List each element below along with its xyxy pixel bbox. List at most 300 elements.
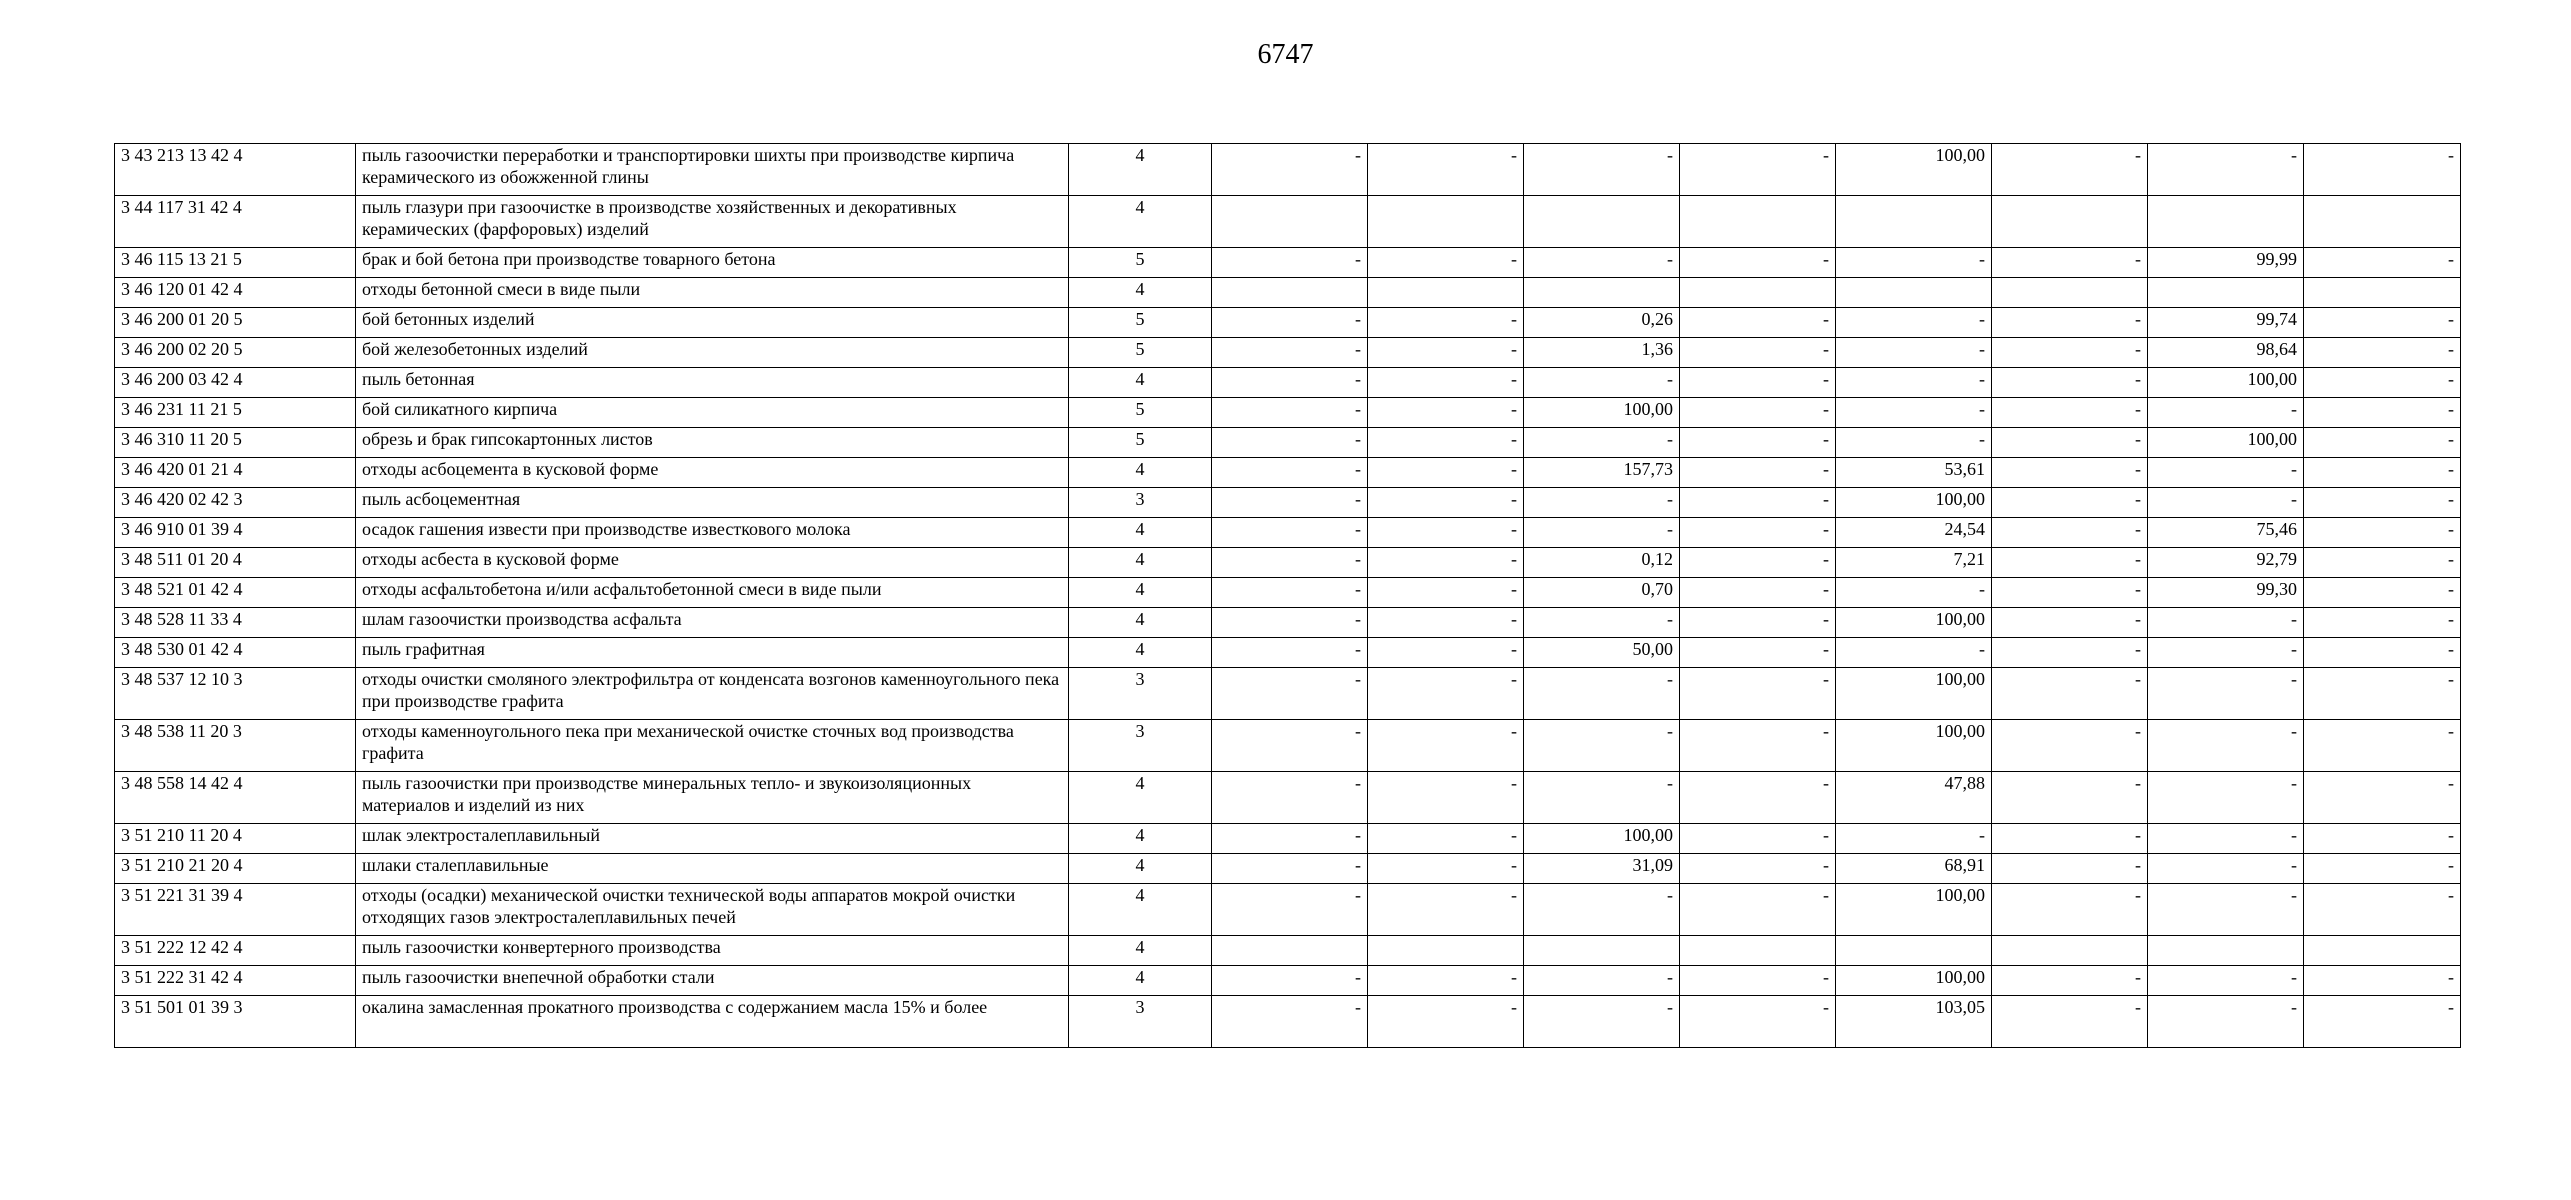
hazard-class-cell: 5 (1069, 398, 1212, 428)
waste-code-cell: 3 51 501 01 39 3 (115, 996, 356, 1048)
value-cell: - (1212, 578, 1368, 608)
value-cell: 100,00 (1524, 824, 1680, 854)
value-cell: - (2304, 248, 2461, 278)
value-cell: - (1524, 518, 1680, 548)
value-cell: - (1368, 720, 1524, 772)
value-cell (1680, 936, 1836, 966)
hazard-class-cell: 4 (1069, 966, 1212, 996)
value-cell: 100,00 (1524, 398, 1680, 428)
value-cell: - (1992, 488, 2148, 518)
value-cell: - (1992, 854, 2148, 884)
table-row (115, 428, 2461, 458)
waste-code-cell: 3 51 210 11 20 4 (115, 824, 356, 854)
hazard-class-cell: 4 (1069, 824, 1212, 854)
value-cell: - (1992, 308, 2148, 338)
value-cell (1836, 196, 1992, 248)
value-cell: 1,36 (1524, 338, 1680, 368)
value-cell: 100,00 (1836, 884, 1992, 936)
value-cell: - (2148, 144, 2304, 196)
value-cell: - (1212, 338, 1368, 368)
value-cell: - (2304, 428, 2461, 458)
value-cell: 100,00 (1836, 966, 1992, 996)
waste-name-cell: пыль газоочистки при производстве минеральных тепло- и звукоизоляционных материалов и изделий из них (356, 772, 1069, 824)
value-cell: - (1212, 668, 1368, 720)
value-cell: - (2304, 308, 2461, 338)
value-cell: 99,30 (2148, 578, 2304, 608)
value-cell: - (2304, 578, 2461, 608)
value-cell: - (1680, 398, 1836, 428)
waste-name-cell: отходы асфальтобетона и/или асфальтобетонной смеси в виде пыли (356, 578, 1069, 608)
value-cell: 100,00 (1836, 488, 1992, 518)
waste-code-cell: 3 48 537 12 10 3 (115, 668, 356, 720)
value-cell: - (1368, 488, 1524, 518)
value-cell: - (1368, 548, 1524, 578)
table-row (115, 638, 2461, 668)
value-cell: - (1368, 638, 1524, 668)
waste-name-cell: пыль глазури при газоочистке в производстве хозяйственных и декоративных керамических (фарфоровых) изделий (356, 196, 1069, 248)
table-row (115, 548, 2461, 578)
value-cell: - (1992, 248, 2148, 278)
page-number: 6747 (1257, 39, 1314, 70)
waste-code-cell: 3 46 200 03 42 4 (115, 368, 356, 398)
value-cell: - (1212, 308, 1368, 338)
hazard-class-cell: 4 (1069, 936, 1212, 966)
waste-code-cell: 3 48 528 11 33 4 (115, 608, 356, 638)
value-cell: - (2304, 854, 2461, 884)
waste-name-cell: шлаки сталеплавильные (356, 854, 1069, 884)
hazard-class-cell: 4 (1069, 854, 1212, 884)
value-cell: - (2304, 368, 2461, 398)
value-cell: - (1992, 824, 2148, 854)
value-cell: - (2304, 458, 2461, 488)
value-cell: - (1680, 668, 1836, 720)
value-cell: - (1680, 518, 1836, 548)
hazard-class-cell: 4 (1069, 578, 1212, 608)
value-cell (1524, 196, 1680, 248)
value-cell: - (1992, 428, 2148, 458)
value-cell: - (1212, 884, 1368, 936)
value-cell (1524, 278, 1680, 308)
waste-code-cell: 3 46 200 01 20 5 (115, 308, 356, 338)
waste-code-cell: 3 51 222 12 42 4 (115, 936, 356, 966)
value-cell: - (2148, 772, 2304, 824)
value-cell: - (1212, 854, 1368, 884)
value-cell: - (1680, 248, 1836, 278)
value-cell: - (1212, 548, 1368, 578)
value-cell: - (1212, 638, 1368, 668)
value-cell: 98,64 (2148, 338, 2304, 368)
value-cell: - (2304, 518, 2461, 548)
waste-code-cell: 3 51 222 31 42 4 (115, 966, 356, 996)
value-cell (2304, 936, 2461, 966)
waste-code-cell: 3 46 420 02 42 3 (115, 488, 356, 518)
value-cell: - (1368, 854, 1524, 884)
value-cell: - (1524, 720, 1680, 772)
value-cell: - (1992, 548, 2148, 578)
value-cell: - (1212, 772, 1368, 824)
value-cell: - (1836, 248, 1992, 278)
value-cell: - (2304, 638, 2461, 668)
value-cell: - (2148, 824, 2304, 854)
value-cell: - (1212, 518, 1368, 548)
value-cell: - (2148, 966, 2304, 996)
table-row (115, 608, 2461, 638)
table-row (115, 854, 2461, 884)
value-cell: - (1992, 144, 2148, 196)
value-cell (1836, 278, 1992, 308)
value-cell: - (1368, 518, 1524, 548)
waste-code-cell: 3 46 310 11 20 5 (115, 428, 356, 458)
table-row (115, 772, 2461, 824)
value-cell: 100,00 (1836, 144, 1992, 196)
hazard-class-cell: 4 (1069, 458, 1212, 488)
value-cell: - (1836, 308, 1992, 338)
value-cell: - (1992, 578, 2148, 608)
value-cell: - (2304, 720, 2461, 772)
value-cell (1368, 196, 1524, 248)
value-cell: 75,46 (2148, 518, 2304, 548)
value-cell: - (1368, 884, 1524, 936)
table-row (115, 308, 2461, 338)
value-cell: - (2148, 668, 2304, 720)
value-cell (1992, 936, 2148, 966)
value-cell (1992, 196, 2148, 248)
value-cell: - (1368, 966, 1524, 996)
value-cell (1212, 196, 1368, 248)
value-cell: - (1680, 720, 1836, 772)
value-cell (1212, 278, 1368, 308)
value-cell: - (2304, 338, 2461, 368)
value-cell: - (2304, 996, 2461, 1048)
value-cell: - (1368, 248, 1524, 278)
hazard-class-cell: 4 (1069, 368, 1212, 398)
value-cell: - (2304, 966, 2461, 996)
value-cell (1836, 936, 1992, 966)
hazard-class-cell: 4 (1069, 548, 1212, 578)
hazard-class-cell: 3 (1069, 996, 1212, 1048)
value-cell: - (1680, 488, 1836, 518)
value-cell (1680, 196, 1836, 248)
value-cell: 100,00 (1836, 668, 1992, 720)
value-cell: - (1680, 638, 1836, 668)
value-cell: 0,26 (1524, 308, 1680, 338)
value-cell: - (1680, 578, 1836, 608)
table-row (115, 248, 2461, 278)
value-cell: - (1368, 608, 1524, 638)
waste-name-cell: отходы очистки смоляного электрофильтра от конденсата возгонов каменноугольного пека при производстве графита (356, 668, 1069, 720)
waste-name-cell: отходы (осадки) механической очистки технической воды аппаратов мокрой очистки отходящих газов электросталеплавильных печей (356, 884, 1069, 936)
value-cell: - (2148, 854, 2304, 884)
value-cell: - (1992, 608, 2148, 638)
waste-name-cell: пыль газоочистки внепечной обработки стали (356, 966, 1069, 996)
hazard-class-cell: 4 (1069, 518, 1212, 548)
waste-name-cell: брак и бой бетона при производстве товарного бетона (356, 248, 1069, 278)
value-cell: - (1212, 824, 1368, 854)
waste-code-cell: 3 48 558 14 42 4 (115, 772, 356, 824)
value-cell (1680, 278, 1836, 308)
value-cell: - (2148, 638, 2304, 668)
waste-code-cell: 3 46 420 01 21 4 (115, 458, 356, 488)
waste-code-cell: 3 51 221 31 39 4 (115, 884, 356, 936)
value-cell (2148, 278, 2304, 308)
value-cell: - (2304, 398, 2461, 428)
value-cell: - (1836, 338, 1992, 368)
value-cell: - (2148, 398, 2304, 428)
value-cell: - (1992, 518, 2148, 548)
value-cell: - (1992, 398, 2148, 428)
value-cell: - (1680, 428, 1836, 458)
value-cell: - (1212, 966, 1368, 996)
value-cell: - (1212, 368, 1368, 398)
hazard-class-cell: 3 (1069, 668, 1212, 720)
value-cell: - (1992, 720, 2148, 772)
value-cell: - (1368, 578, 1524, 608)
value-cell: - (1992, 668, 2148, 720)
value-cell: 100,00 (2148, 368, 2304, 398)
value-cell: - (2148, 996, 2304, 1048)
value-cell: - (2304, 548, 2461, 578)
value-cell: - (1680, 884, 1836, 936)
waste-code-cell: 3 48 511 01 20 4 (115, 548, 356, 578)
value-cell: - (1212, 248, 1368, 278)
hazard-class-cell: 4 (1069, 608, 1212, 638)
table-row (115, 368, 2461, 398)
table-row (115, 398, 2461, 428)
value-cell (2148, 196, 2304, 248)
value-cell: - (1836, 824, 1992, 854)
value-cell: 100,00 (2148, 428, 2304, 458)
waste-name-cell: пыль газоочистки переработки и транспортировки шихты при производстве кирпича керамического из обожженной глины (356, 144, 1069, 196)
table-row (115, 936, 2461, 966)
table-row (115, 144, 2461, 196)
value-cell: - (1680, 772, 1836, 824)
value-cell: - (2304, 608, 2461, 638)
table-row (115, 824, 2461, 854)
value-cell: - (1368, 458, 1524, 488)
value-cell: - (1212, 488, 1368, 518)
value-cell: - (1368, 398, 1524, 428)
value-cell: 99,99 (2148, 248, 2304, 278)
value-cell: 47,88 (1836, 772, 1992, 824)
value-cell: - (1368, 772, 1524, 824)
value-cell: - (1992, 996, 2148, 1048)
value-cell: - (1212, 398, 1368, 428)
waste-code-cell: 3 48 521 01 42 4 (115, 578, 356, 608)
hazard-class-cell: 5 (1069, 428, 1212, 458)
value-cell: - (1992, 368, 2148, 398)
value-cell (1368, 936, 1524, 966)
waste-name-cell: отходы бетонной смеси в виде пыли (356, 278, 1069, 308)
value-cell (1212, 936, 1368, 966)
value-cell: - (1524, 428, 1680, 458)
hazard-class-cell: 4 (1069, 884, 1212, 936)
hazard-class-cell: 5 (1069, 308, 1212, 338)
waste-code-cell: 3 46 910 01 39 4 (115, 518, 356, 548)
value-cell: - (2148, 720, 2304, 772)
value-cell: 92,79 (2148, 548, 2304, 578)
table-row (115, 488, 2461, 518)
hazard-class-cell: 5 (1069, 338, 1212, 368)
value-cell: - (1368, 144, 1524, 196)
value-cell: - (2304, 824, 2461, 854)
waste-code-cell: 3 46 120 01 42 4 (115, 278, 356, 308)
hazard-class-cell: 5 (1069, 248, 1212, 278)
waste-code-cell: 3 46 115 13 21 5 (115, 248, 356, 278)
value-cell: - (1368, 824, 1524, 854)
value-cell: - (1680, 368, 1836, 398)
value-cell: - (1992, 884, 2148, 936)
value-cell: - (1368, 308, 1524, 338)
value-cell: - (1680, 144, 1836, 196)
value-cell: - (1368, 338, 1524, 368)
value-cell: - (2304, 668, 2461, 720)
table-row (115, 338, 2461, 368)
waste-code-cell: 3 48 530 01 42 4 (115, 638, 356, 668)
value-cell: - (1680, 854, 1836, 884)
value-cell: 7,21 (1836, 548, 1992, 578)
value-cell: 24,54 (1836, 518, 1992, 548)
waste-name-cell: шлак электросталеплавильный (356, 824, 1069, 854)
value-cell: - (1836, 428, 1992, 458)
value-cell: - (1212, 458, 1368, 488)
value-cell: - (1524, 772, 1680, 824)
value-cell: - (2304, 144, 2461, 196)
value-cell: - (1368, 996, 1524, 1048)
value-cell: - (1836, 398, 1992, 428)
value-cell: - (1680, 996, 1836, 1048)
value-cell: - (1524, 996, 1680, 1048)
value-cell: - (1680, 548, 1836, 578)
value-cell: 103,05 (1836, 996, 1992, 1048)
value-cell: - (1680, 608, 1836, 638)
waste-name-cell: отходы асбоцемента в кусковой форме (356, 458, 1069, 488)
value-cell: - (1212, 428, 1368, 458)
waste-name-cell: бой бетонных изделий (356, 308, 1069, 338)
hazard-class-cell: 4 (1069, 772, 1212, 824)
value-cell (1368, 278, 1524, 308)
value-cell: - (1368, 428, 1524, 458)
waste-name-cell: отходы асбеста в кусковой форме (356, 548, 1069, 578)
value-cell: - (1992, 458, 2148, 488)
hazard-class-cell: 3 (1069, 720, 1212, 772)
waste-name-cell: бой железобетонных изделий (356, 338, 1069, 368)
table-row (115, 518, 2461, 548)
value-cell (2148, 936, 2304, 966)
value-cell: - (1992, 966, 2148, 996)
value-cell: 99,74 (2148, 308, 2304, 338)
table-row (115, 196, 2461, 248)
waste-name-cell: окалина замасленная прокатного производства с содержанием масла 15% и более (356, 996, 1069, 1048)
value-cell: - (1368, 368, 1524, 398)
value-cell: - (1524, 368, 1680, 398)
value-cell: 0,12 (1524, 548, 1680, 578)
value-cell: - (1524, 966, 1680, 996)
value-cell: - (1212, 720, 1368, 772)
value-cell: 0,70 (1524, 578, 1680, 608)
value-cell: - (1992, 638, 2148, 668)
value-cell: - (1524, 608, 1680, 638)
value-cell: - (1524, 144, 1680, 196)
value-cell: - (1836, 638, 1992, 668)
value-cell: - (1524, 488, 1680, 518)
value-cell: 31,09 (1524, 854, 1680, 884)
value-cell (2304, 196, 2461, 248)
hazard-class-cell: 3 (1069, 488, 1212, 518)
value-cell: - (2148, 608, 2304, 638)
waste-name-cell: осадок гашения извести при производстве известкового молока (356, 518, 1069, 548)
value-cell: - (1680, 308, 1836, 338)
value-cell: - (2148, 458, 2304, 488)
value-cell: 53,61 (1836, 458, 1992, 488)
value-cell: - (2304, 488, 2461, 518)
waste-code-cell: 3 46 200 02 20 5 (115, 338, 356, 368)
hazard-class-cell: 4 (1069, 144, 1212, 196)
value-cell: - (1680, 824, 1836, 854)
value-cell: - (1212, 608, 1368, 638)
value-cell: 157,73 (1524, 458, 1680, 488)
value-cell (1524, 936, 1680, 966)
value-cell: - (1524, 248, 1680, 278)
waste-code-cell: 3 51 210 21 20 4 (115, 854, 356, 884)
waste-name-cell: обрезь и брак гипсокартонных листов (356, 428, 1069, 458)
value-cell: - (1212, 144, 1368, 196)
waste-name-cell: пыль бетонная (356, 368, 1069, 398)
value-cell: - (1836, 368, 1992, 398)
table-row (115, 278, 2461, 308)
table-row (115, 458, 2461, 488)
waste-table (114, 143, 2461, 1048)
value-cell: 100,00 (1836, 608, 1992, 638)
table-row (115, 884, 2461, 936)
hazard-class-cell: 4 (1069, 638, 1212, 668)
hazard-class-cell: 4 (1069, 278, 1212, 308)
value-cell: - (1368, 668, 1524, 720)
waste-name-cell: бой силикатного кирпича (356, 398, 1069, 428)
value-cell (2304, 278, 2461, 308)
waste-code-cell: 3 46 231 11 21 5 (115, 398, 356, 428)
table-row (115, 966, 2461, 996)
value-cell: 100,00 (1836, 720, 1992, 772)
table-row (115, 578, 2461, 608)
waste-name-cell: пыль газоочистки конвертерного производства (356, 936, 1069, 966)
value-cell: - (1524, 668, 1680, 720)
hazard-class-cell: 4 (1069, 196, 1212, 248)
value-cell: - (2304, 884, 2461, 936)
table-row (115, 996, 2461, 1048)
value-cell: 68,91 (1836, 854, 1992, 884)
value-cell: - (1836, 578, 1992, 608)
waste-code-cell: 3 43 213 13 42 4 (115, 144, 356, 196)
waste-name-cell: отходы каменноугольного пека при механической очистке сточных вод производства графита (356, 720, 1069, 772)
value-cell: 50,00 (1524, 638, 1680, 668)
value-cell: - (1212, 996, 1368, 1048)
waste-name-cell: пыль графитная (356, 638, 1069, 668)
table-row (115, 668, 2461, 720)
waste-name-cell: шлам газоочистки производства асфальта (356, 608, 1069, 638)
value-cell: - (1992, 772, 2148, 824)
waste-name-cell: пыль асбоцементная (356, 488, 1069, 518)
value-cell: - (1680, 338, 1836, 368)
value-cell: - (1992, 338, 2148, 368)
value-cell: - (2148, 884, 2304, 936)
value-cell: - (1680, 966, 1836, 996)
value-cell: - (2304, 772, 2461, 824)
waste-code-cell: 3 48 538 11 20 3 (115, 720, 356, 772)
value-cell: - (1524, 884, 1680, 936)
value-cell: - (1680, 458, 1836, 488)
value-cell (1992, 278, 2148, 308)
waste-code-cell: 3 44 117 31 42 4 (115, 196, 356, 248)
